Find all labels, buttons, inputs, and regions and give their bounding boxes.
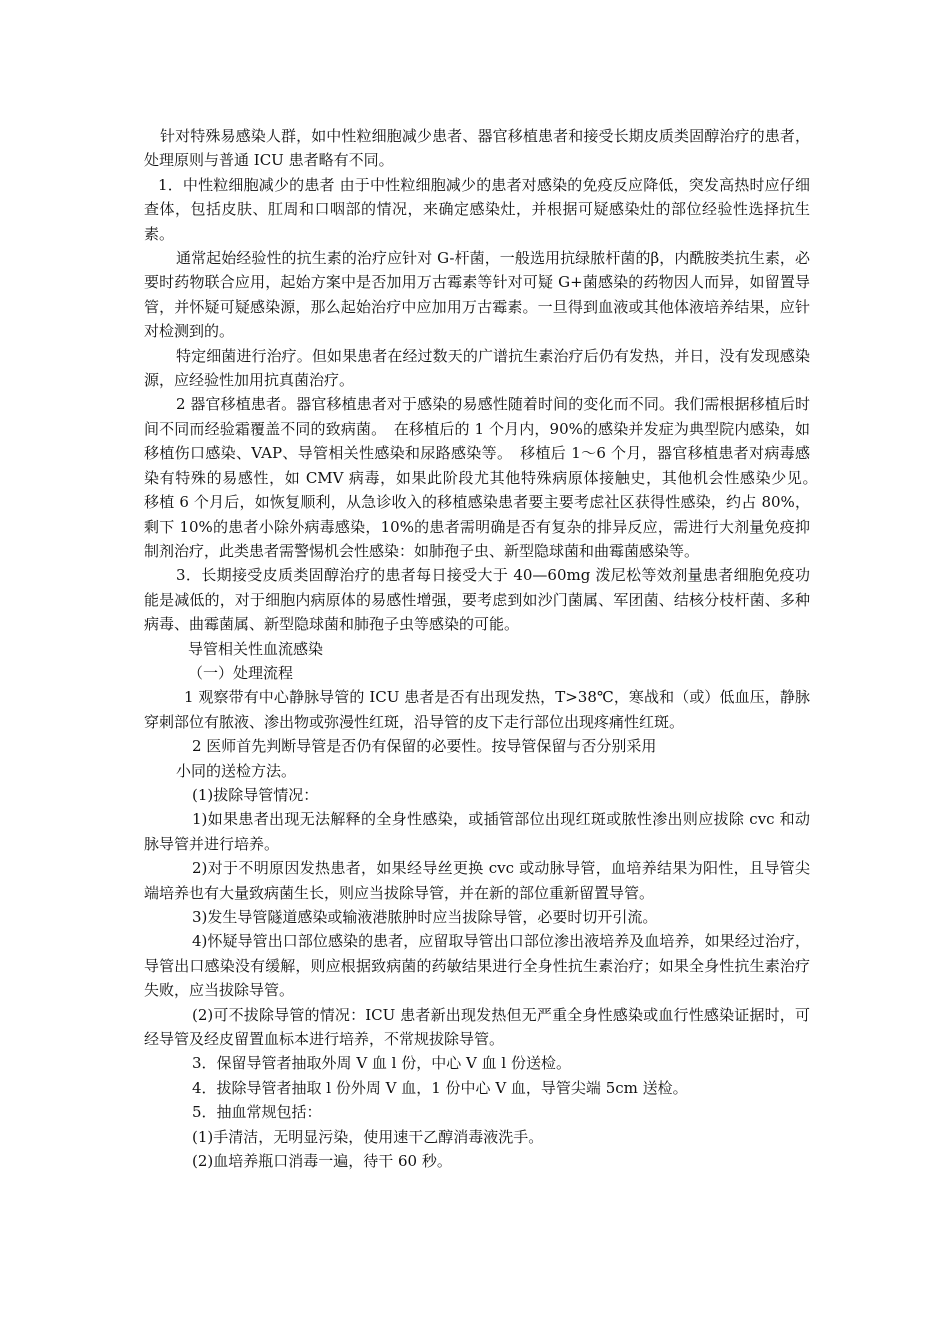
paragraph: 3．长期接受皮质类固醇治疗的患者每日接受大于 40—60mg 泼尼松等效剂量患者细胞免疫功能是减低的，对于细胞内病原体的易感性增强，要考虑到如沙门菌属、军团菌、结核分枝杆菌、多种病毒、曲霉菌属、新型隐球菌和肺孢子虫等感染的可能。 <box>144 566 810 634</box>
paragraph: 3)发生导管隧道感染或输液港脓肿时应当拔除导管，必要时切开引流。 <box>192 908 658 926</box>
paragraph: 3．保留导管者抽取外周 V 血 l 份，中心 V 血 l 份送检。 <box>192 1054 571 1073</box>
paragraph: 1)如果患者出现无法解释的全身性感染，或插管部位出现红斑或脓性渗出则应拔除 cvc 和动脉导管并进行培养。 <box>144 810 810 853</box>
paragraph: (2)可不拔除导管的情况：ICU 患者新出现发热但无严重全身性感染或血行性感染证据时，可经导管及经皮留置血标本进行培养，不常规拔除导管。 <box>144 1005 810 1049</box>
paragraph: (1)拔除导管情况： <box>192 785 319 804</box>
paragraph: 2 医师首先判断导管是否仍有保留的必要性。按导管保留与否分别采用 <box>192 737 657 756</box>
subsection-heading: （一）处理流程 <box>188 663 294 682</box>
section-heading: 导管相关性血流感染 <box>188 639 324 658</box>
document-body <box>144 124 826 1173</box>
paragraph: 针对特殊易感染人群，如中性粒细胞减少患者、器官移植患者和接受长期皮质类固醇治疗的患者，处理原则与普通 ICU 患者略有不同。 <box>144 127 810 170</box>
paragraph: 4．拔除导管者抽取 l 份外周 V 血，1 份中心 V 血，导管尖端 5cm 送检。 <box>192 1078 688 1097</box>
paragraph: 1．中性粒细胞减少的患者 由于中性粒细胞减少的患者对感染的免疫反应降低，突发高热时应仔细查体，包括皮肤、肛周和口咽部的情况，来确定感染灶，并根据可疑感染灶的部位经验性选择抗生素。 <box>144 175 810 243</box>
paragraph: 5．抽血常规包括： <box>192 1103 322 1122</box>
paragraph: 2 器官移植患者。器官移植患者对于感染的易感性随着时间的变化而不同。我们需根据移植后时间不同而经验霜覆盖不同的致病菌。 在移植后的 1 个月内，90%的感染并发症为典型院内感染，如移植伤口感染、VAP、导管相关性感染和尿路感染等。 移植后 1～6 个月，器官移植患者对病毒感染有特殊的易感性，如 CMV 病毒，如果此阶段尤其他特殊病原体接触史，其他机会性感染少见。 移植 6 个月后，如恢复顺利，从急诊收入的移植感染患者要主要考虑社区获得性感染，约占 80%，剩下 10%的患者小除外病毒感染，10%的患者需明确是否有复杂的排异反应，需进行大剂量免疫抑制剂治疗，此类患者需警惕机会性感染：如肺孢子虫、新型隐球菌和曲霉菌感染等。 <box>144 395 826 560</box>
paragraph: 小同的送检方法。 <box>176 761 297 780</box>
paragraph: 通常起始经验性的抗生素的治疗应针对 G-杆菌，一般选用抗绿脓杆菌的β，内酰胺类抗生素，必要时药物联合应用，起始方案中是否加用万古霉素等针对可疑 G+菌感染的药物因人而异，如留置导管，并怀疑可疑感染源，那么起始治疗中应加用万古霉素。一旦得到血液或其他体液培养结果，应针对检测到的。 <box>144 249 810 341</box>
paragraph: 4)怀疑导管出口部位感染的患者，应留取导管出口部位渗出液培养及血培养，如果经过治疗，导管出口感染没有缓解，则应根据致病菌的药敏结果进行全身性抗生素治疗；如果全身性抗生素治疗失败，应当拔除导管。 <box>144 932 810 1000</box>
paragraph: 2)对于不明原因发热患者，如果经导丝更换 cvc 或动脉导管，血培养结果为阳性，且导管尖端培养也有大量致病菌生长，则应当拔除导管，并在新的部位重新留置导管。 <box>144 859 810 902</box>
paragraph: (2)血培养瓶口消毒一遍，待干 60 秒。 <box>192 1152 452 1171</box>
paragraph: (1)手清洁，无明显污染，使用速干乙醇消毒液洗手。 <box>192 1127 544 1146</box>
paragraph: 1 观察带有中心静脉导管的 ICU 患者是否有出现发热，T>38℃，寒战和（或）低血压，静脉穿刺部位有脓液、渗出物或弥漫性红斑，沿导管的皮下走行部位出现疼痛性红斑。 <box>144 688 810 731</box>
paragraph: 特定细菌进行治疗。但如果患者在经过数天的广谱抗生素治疗后仍有发热，并日，没有发现感染源，应经验性加用抗真菌治疗。 <box>144 346 810 390</box>
